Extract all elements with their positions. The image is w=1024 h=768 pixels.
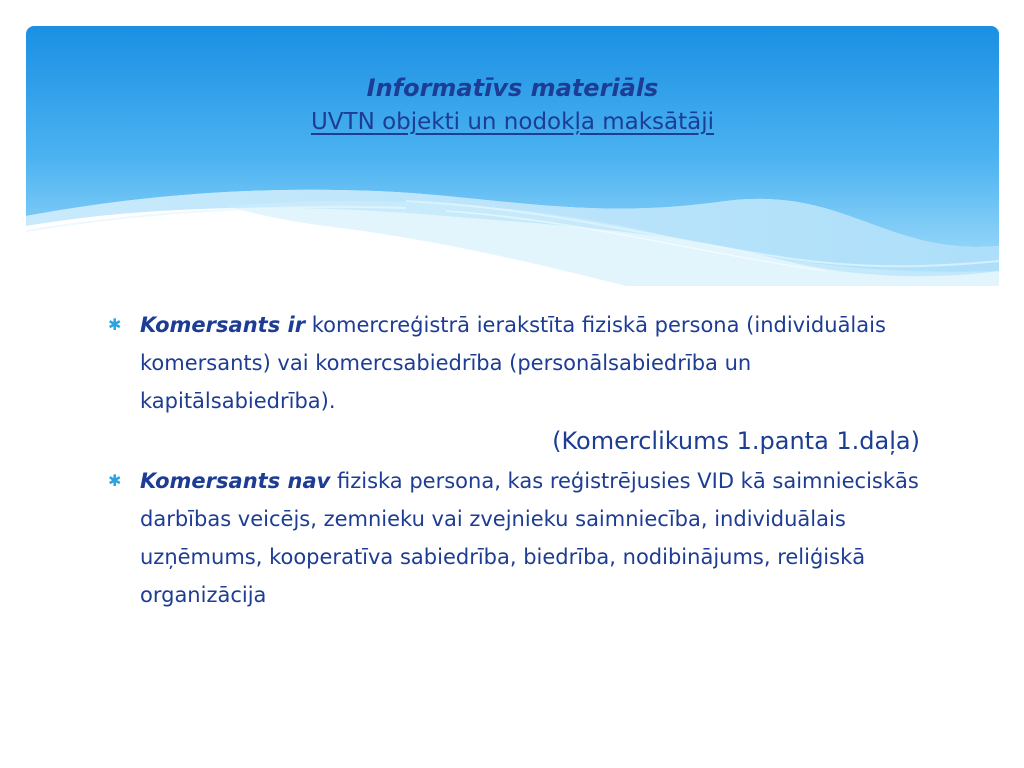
law-reference: (Komerclikums 1.panta 1.daļa) — [552, 427, 920, 455]
bullet-lead: Komersants ir — [140, 313, 306, 337]
slide-title — [26, 70, 999, 138]
header-wave-band — [26, 26, 999, 286]
asterisk-bullet-icon: ✱ — [108, 315, 122, 334]
title-informative-material: Informatīvs materiāls — [366, 74, 659, 102]
bullet-lead: Komersants nav — [140, 469, 331, 493]
slide-body — [104, 306, 924, 614]
bullet-text: fiziska persona, kas reģistrējusies VID kā saimnieciskās darbības veicējs, zemnieku vai zvejnieku saimniecība, individuālais uzņēmums, kooperatīva sabiedrība, biedrība, nodibinājums, reliģiskā organizācija — [140, 469, 919, 607]
title-subtitle-link[interactable]: UVTN objekti un nodokļa maksātāji — [310, 109, 715, 135]
header-wave-graphic — [26, 26, 999, 286]
bullet-item-komersants-ir — [104, 306, 924, 420]
asterisk-bullet-icon: ✱ — [108, 471, 122, 490]
bullet-text: komercreģistrā ierakstīta fiziskā persona (individuālais komersants) vai komercsabiedrība (personālsabiedrība un kapitālsabiedrība). — [140, 313, 886, 413]
bullet-item-komersants-nav — [104, 462, 924, 614]
